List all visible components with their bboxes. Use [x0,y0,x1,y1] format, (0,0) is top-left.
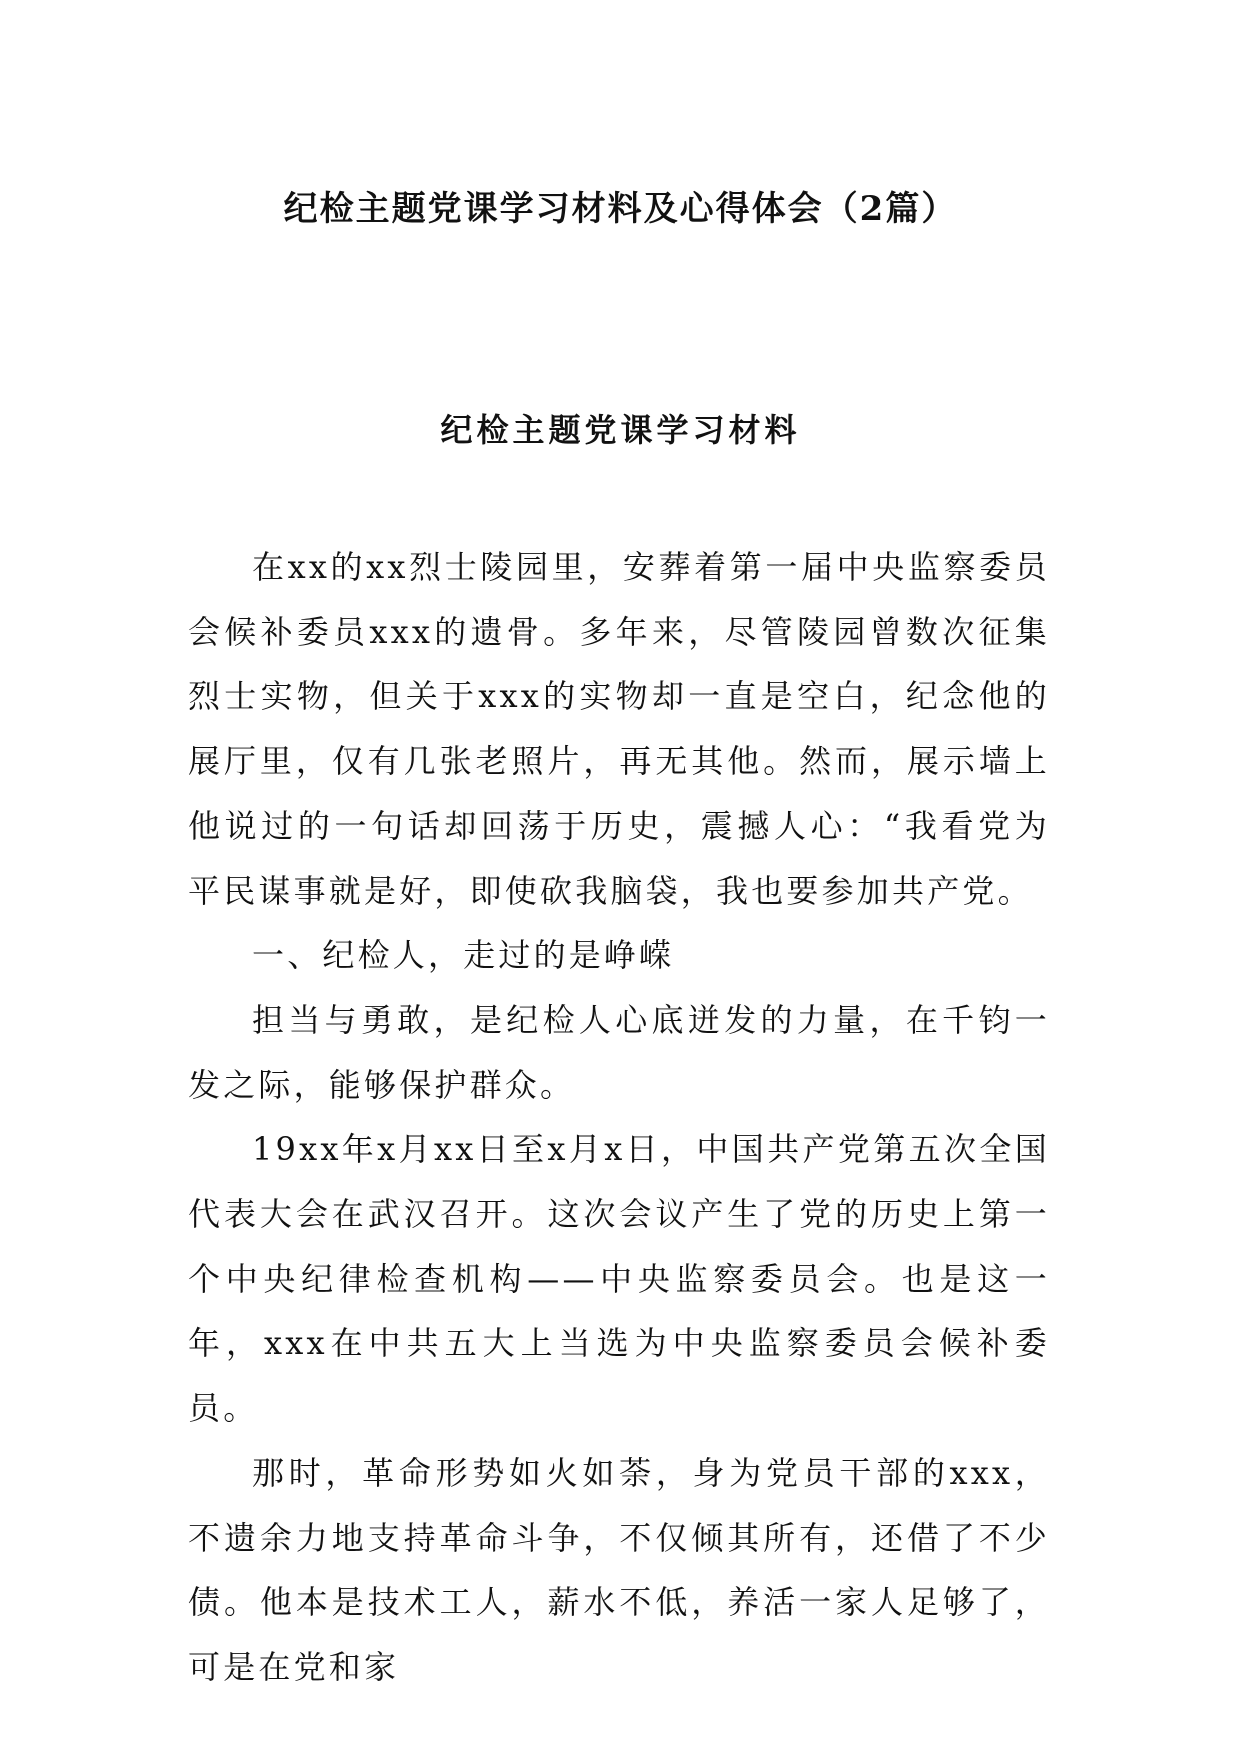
document-title: 纪检主题党课学习材料及心得体会（2篇） [283,189,958,229]
paragraph: 在xx的xx烈士陵园里，安葬着第一届中央监察委员会候补委员xxx的遗骨。多年来，尽管陵园曾数次征集烈士实物，但关于xxx的实物却一直是空白，纪念他的展厅里，仅有几张老照片，再无其他。然而，展示墙上他说过的一句话却回荡于历史，震撼人心：“我看党为平民谋事就是好，即使砍我脑袋，我也要参加共产党。 [188,548,1050,910]
document-body [188,535,1050,1700]
paragraph: 19xx年x月xx日至x月x日，中国共产党第五次全国代表大会在武汉召开。这次会议产生了党的历史上第一个中央纪律检查机构——中央监察委员会。也是这一年，xxx在中共五大上当选为中央监察委员会候补委员。 [188,1130,1050,1428]
section-title: 纪检主题党课学习材料 [440,411,801,449]
paragraph: 那时，革命形势如火如荼，身为党员干部的xxx，不遗余力地支持革命斗争，不仅倾其所有，还借了不少债。他本是技术工人，薪水不低，养活一家人足够了，可是在党和家 [188,1453,1050,1686]
paragraph: 担当与勇敢，是纪检人心底迸发的力量，在千钧一发之际，能够保护群众。 [188,1000,1050,1104]
section-heading: 一、纪检人，走过的是峥嵘 [252,936,675,975]
